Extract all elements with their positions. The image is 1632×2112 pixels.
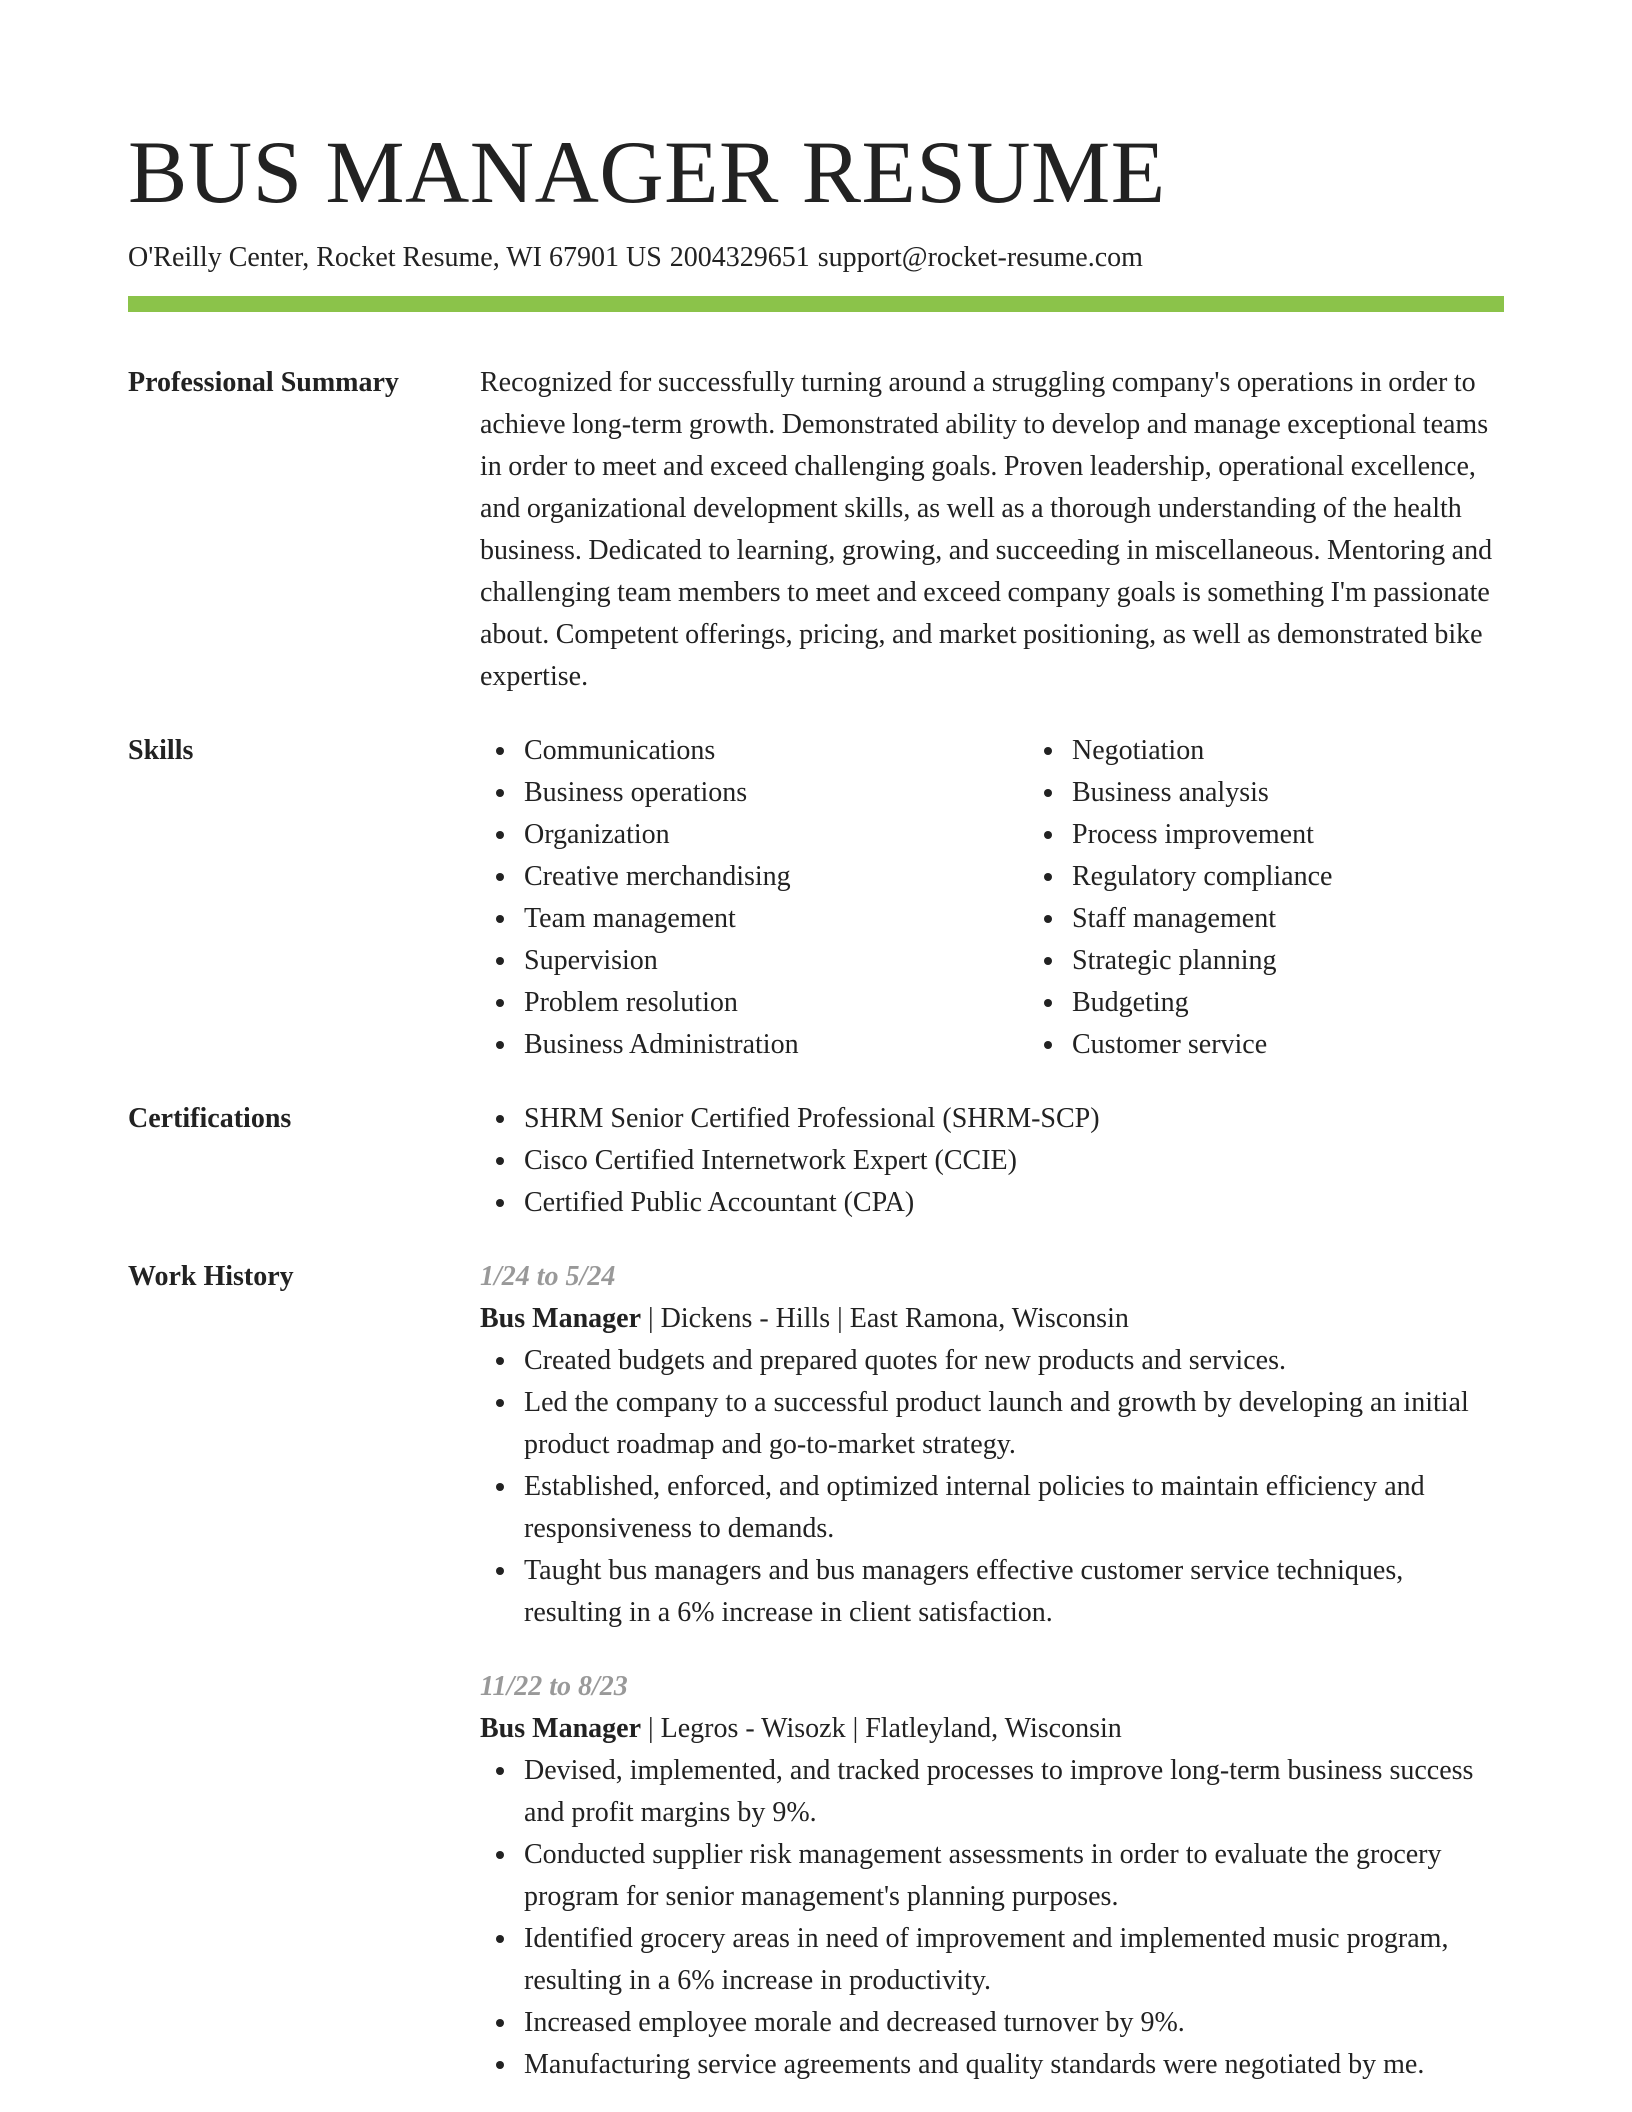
- job-bullet: Manufacturing service agreements and quality standards were negotiated by me.: [524, 2044, 1504, 2086]
- skill-item: Negotiation: [1072, 730, 1576, 772]
- job-responsibilities: [480, 1340, 1504, 1634]
- skill-item: Problem resolution: [524, 982, 1028, 1024]
- job-separator: |: [845, 1713, 866, 1744]
- job-bullet: Taught bus managers and bus managers effective customer service techniques, resulting in a 6% increase in client satisfaction.: [524, 1550, 1504, 1634]
- job-bullet: Established, enforced, and optimized internal policies to maintain efficiency and responsiveness to demands.: [524, 1466, 1504, 1550]
- job-separator: |: [641, 1303, 661, 1334]
- contact-line: [128, 238, 1504, 278]
- job-responsibilities: [480, 1750, 1504, 2086]
- job-title-line: [480, 1298, 1504, 1340]
- summary-section: [128, 362, 1504, 698]
- job-separator: |: [830, 1303, 850, 1334]
- job-location: East Ramona, Wisconsin: [849, 1303, 1129, 1334]
- skill-item: Customer service: [1072, 1024, 1576, 1066]
- job-dates: 11/22 to 8/23: [480, 1671, 628, 1702]
- skill-item: Creative merchandising: [524, 856, 1028, 898]
- work-history-heading: Work History: [128, 1261, 294, 1292]
- skill-item: Team management: [524, 898, 1028, 940]
- certifications-list: [480, 1098, 1504, 1224]
- skill-item: Budgeting: [1072, 982, 1576, 1024]
- work-history-section: [128, 1256, 1504, 2086]
- certification-item: Cisco Certified Internetwork Expert (CCIE): [524, 1140, 1504, 1182]
- skills-section: [128, 730, 1504, 1066]
- job-company: Dickens - Hills: [660, 1303, 831, 1334]
- job-dates: 1/24 to 5/24: [480, 1261, 616, 1292]
- job-bullet: Conducted supplier risk management assessments in order to evaluate the grocery program for senior management's planning purposes.: [524, 1834, 1504, 1918]
- contact-email: support@rocket-resume.com: [817, 242, 1143, 273]
- job-title-line: [480, 1708, 1504, 1750]
- skill-item: Business operations: [524, 772, 1028, 814]
- job-entry: [480, 1256, 1504, 1634]
- job-title: Bus Manager: [480, 1303, 641, 1334]
- job-entry: [480, 1666, 1504, 2086]
- skill-item: Organization: [524, 814, 1028, 856]
- header-divider: [128, 296, 1504, 312]
- resume-page: [128, 0, 1504, 2086]
- skills-heading: Skills: [128, 735, 194, 766]
- skill-item: Strategic planning: [1072, 940, 1576, 982]
- skill-item: Process improvement: [1072, 814, 1576, 856]
- skill-item: Supervision: [524, 940, 1028, 982]
- skill-item: Regulatory compliance: [1072, 856, 1576, 898]
- certification-item: Certified Public Accountant (CPA): [524, 1182, 1504, 1224]
- contact-phone: 2004329651: [669, 242, 810, 273]
- skills-list-right: [1028, 730, 1576, 1066]
- skill-item: Business Administration: [524, 1024, 1028, 1066]
- skill-item: Communications: [524, 730, 1028, 772]
- certifications-heading: Certifications: [128, 1103, 292, 1134]
- skill-item: Staff management: [1072, 898, 1576, 940]
- job-bullet: Devised, implemented, and tracked processes to improve long-term business success and profit margins by 9%.: [524, 1750, 1504, 1834]
- job-title: Bus Manager: [480, 1713, 641, 1744]
- job-bullet: Increased employee morale and decreased turnover by 9%.: [524, 2002, 1504, 2044]
- job-company: Legros - Wisozk: [660, 1713, 846, 1744]
- skills-grid: [480, 730, 1576, 1066]
- resume-title: BUS MANAGER RESUME: [128, 124, 1166, 222]
- skill-item: Business analysis: [1072, 772, 1576, 814]
- contact-address: O'Reilly Center, Rocket Resume, WI 67901 US: [128, 242, 662, 273]
- certification-item: SHRM Senior Certified Professional (SHRM-SCP): [524, 1098, 1504, 1140]
- job-location: Flatleyland, Wisconsin: [865, 1713, 1122, 1744]
- job-bullet: Led the company to a successful product launch and growth by developing an initial product roadmap and go-to-market strategy.: [524, 1382, 1504, 1466]
- skills-list-left: [480, 730, 1028, 1066]
- summary-text: Recognized for successfully turning around a struggling company's operations in order to achieve long-term growth. Demonstrated ability to develop and manage exceptional teams in order to meet and exceed challenging goals. Proven leadership, operational excellence, and organizational development skills, as well as a thorough understanding of the health business. Dedicated to learning, growing, and succeeding in miscellaneous. Mentoring and challenging team members to meet and exceed company goals is something I'm passionate about. Competent offerings, pricing, and market positioning, as well as demonstrated bike expertise.: [480, 367, 1493, 692]
- summary-heading: Professional Summary: [128, 367, 399, 398]
- job-bullet: Identified grocery areas in need of improvement and implemented music program, resulting in a 6% increase in productivity.: [524, 1918, 1504, 2002]
- job-bullet: Created budgets and prepared quotes for new products and services.: [524, 1340, 1504, 1382]
- job-separator: |: [641, 1713, 661, 1744]
- certifications-section: [128, 1098, 1504, 1224]
